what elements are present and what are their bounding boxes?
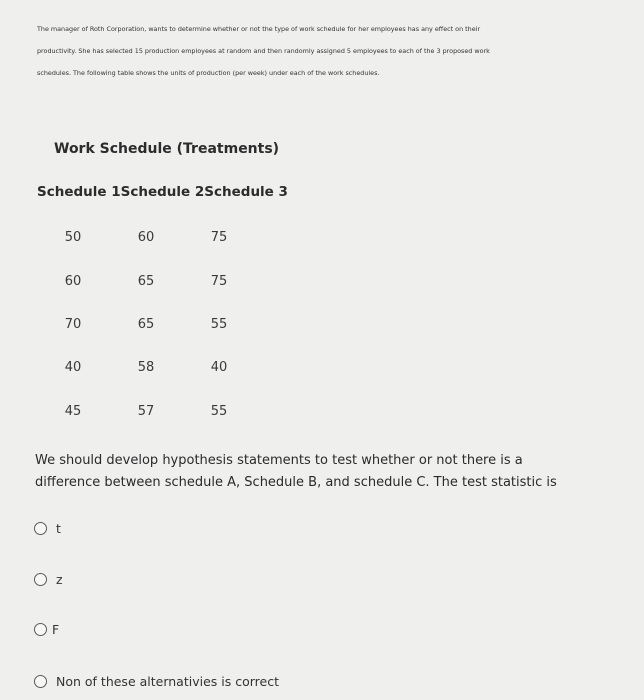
option-t[interactable]: [34, 521, 61, 536]
table-cell: 75: [210, 274, 228, 289]
radio-button[interactable]: [34, 623, 47, 636]
table-cell: 65: [137, 317, 155, 332]
question-line-2: difference between schedule A, Schedule B, and schedule C. The test statistic is: [35, 475, 557, 490]
option-none[interactable]: [34, 674, 279, 689]
radio-button[interactable]: [34, 675, 47, 688]
table-cell: 40: [64, 360, 82, 375]
table-cell: 65: [137, 274, 155, 289]
table-caption: Work Schedule (Treatments): [54, 141, 280, 157]
option-label: F: [52, 622, 60, 637]
option-label: z: [56, 572, 63, 587]
table-cell: 58: [137, 360, 155, 375]
option-label: Non of these alternativies is correct: [56, 674, 279, 689]
intro-line-2: productivity. She has selected 15 production employees at random and then randomly assigned 5 employees to each of the 3 proposed work: [37, 47, 490, 55]
table-cell: 55: [210, 404, 228, 419]
table-cell: 55: [210, 317, 228, 332]
question-text: [35, 450, 635, 494]
table-cell: 50: [64, 230, 82, 245]
table-cell: 40: [210, 360, 228, 375]
question-line-1: We should develop hypothesis statements to test whether or not there is a: [35, 453, 523, 468]
table-cell: 60: [64, 274, 82, 289]
radio-button[interactable]: [34, 573, 47, 586]
table-cell: 70: [64, 317, 82, 332]
intro-line-1: The manager of Roth Corporation, wants to determine whether or not the type of work schedule for her employees has any effect on their: [37, 25, 481, 33]
option-f[interactable]: [34, 622, 59, 637]
intro-line-3: schedules. The following table shows the units of production (per week) under each of the work schedules.: [37, 69, 380, 77]
table-headers: Schedule 1Schedule 2Schedule 3: [37, 184, 288, 200]
table-cell: 75: [210, 230, 228, 245]
radio-button[interactable]: [34, 522, 47, 535]
option-z[interactable]: [34, 572, 63, 587]
table-cell: 60: [137, 230, 155, 245]
table-cell: 45: [64, 404, 82, 419]
problem-intro: [37, 18, 607, 84]
option-label: t: [56, 521, 61, 536]
table-cell: 57: [137, 404, 155, 419]
